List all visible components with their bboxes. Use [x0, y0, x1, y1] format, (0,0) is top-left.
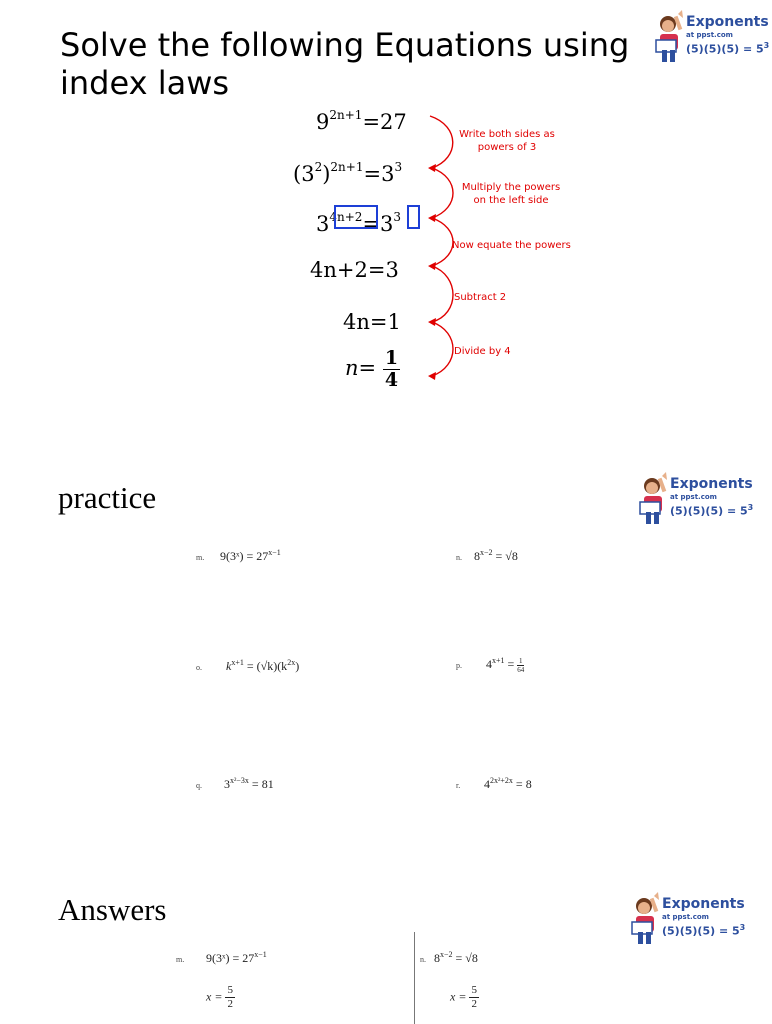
- logo-brand: Exponents: [662, 896, 745, 912]
- answer-n-solution: x = $\frac{5}{2}$: [450, 984, 477, 1010]
- answer-m: m. 9(3ˣ) = $27^{x-1}$: [176, 950, 267, 965]
- problem-n: n. $8^{x-2} = √8$: [456, 548, 518, 563]
- equation-step-1: $9^{2n+1}=27$: [316, 108, 407, 134]
- equation-step-4: 4n+2=3: [310, 258, 399, 282]
- page-title: [60, 26, 629, 102]
- answer-n: n. $8^{x-2} = √8$: [420, 950, 478, 965]
- problem-o: o. $k^{x+1} = (√k)(k^{2x})$: [196, 658, 300, 673]
- exponent-highlight-right: [407, 205, 420, 229]
- fraction-one-quarter: $\frac{1}{4}$: [384, 347, 399, 391]
- problem-p: p. $4^{x+1}$ = $\frac{1}{64}$: [456, 656, 525, 674]
- equation-step-3: $3^{4n+2}=3^3$: [316, 210, 402, 236]
- arrow-4: [432, 266, 453, 322]
- equation-step-5: 4n=1: [343, 310, 401, 334]
- title-line-1: Solve the following Equations using: [60, 26, 630, 64]
- exponent-highlight-left: [334, 205, 378, 229]
- kid-mascot-icon: [636, 472, 672, 528]
- answers-heading: Answers: [58, 892, 167, 927]
- arrow-5: [432, 322, 453, 376]
- logo-formula: $(5)(5)(5) = 5^3$: [686, 41, 770, 56]
- practice-heading: practice: [58, 480, 157, 515]
- note-divide-by-4: Divide by 4: [454, 346, 511, 357]
- logo-site: at ppst.com: [670, 493, 717, 501]
- kid-mascot-icon: [652, 10, 688, 66]
- logo-brand: Exponents: [670, 476, 753, 492]
- exponents-logo-practice: [636, 470, 756, 528]
- arrow-1: [430, 116, 453, 168]
- answer-m-solution: x = $\frac{5}{2}$: [206, 984, 233, 1010]
- problem-r: r. $4^{2x^2+2x} = 8$: [456, 776, 532, 791]
- note-multiply-powers: Multiply the powers on the left side: [461, 182, 561, 206]
- exponents-logo: [652, 8, 772, 66]
- kid-mascot-icon: [628, 892, 664, 948]
- title-line-2: index laws: [60, 64, 230, 102]
- answers-column-divider: [414, 932, 415, 1024]
- note-write-powers-of-3: Write both sides as powers of 3: [459, 129, 555, 153]
- arrow-3: [432, 218, 453, 266]
- problem-m: m. 9(3ˣ) = $27^{x-1}$: [196, 548, 281, 563]
- arrow-2: [432, 168, 453, 218]
- problem-q: q. $3^{x^2-3x} = 81$: [196, 776, 274, 791]
- logo-formula: $(5)(5)(5) = 5^3$: [670, 503, 754, 518]
- logo-site: at ppst.com: [662, 913, 709, 921]
- exponents-logo-answers: [628, 890, 748, 948]
- logo-formula: $(5)(5)(5) = 5^3$: [662, 923, 746, 938]
- logo-brand: Exponents: [686, 14, 769, 30]
- equation-step-2: $(3^2)^{2n+1}=3^3$: [293, 160, 403, 186]
- logo-site: at ppst.com: [686, 31, 733, 39]
- note-subtract-2: Subtract 2: [454, 292, 507, 303]
- note-equate-powers: Now equate the powers: [452, 240, 571, 251]
- equation-step-6: n= $\frac{1}{4}$: [345, 347, 399, 391]
